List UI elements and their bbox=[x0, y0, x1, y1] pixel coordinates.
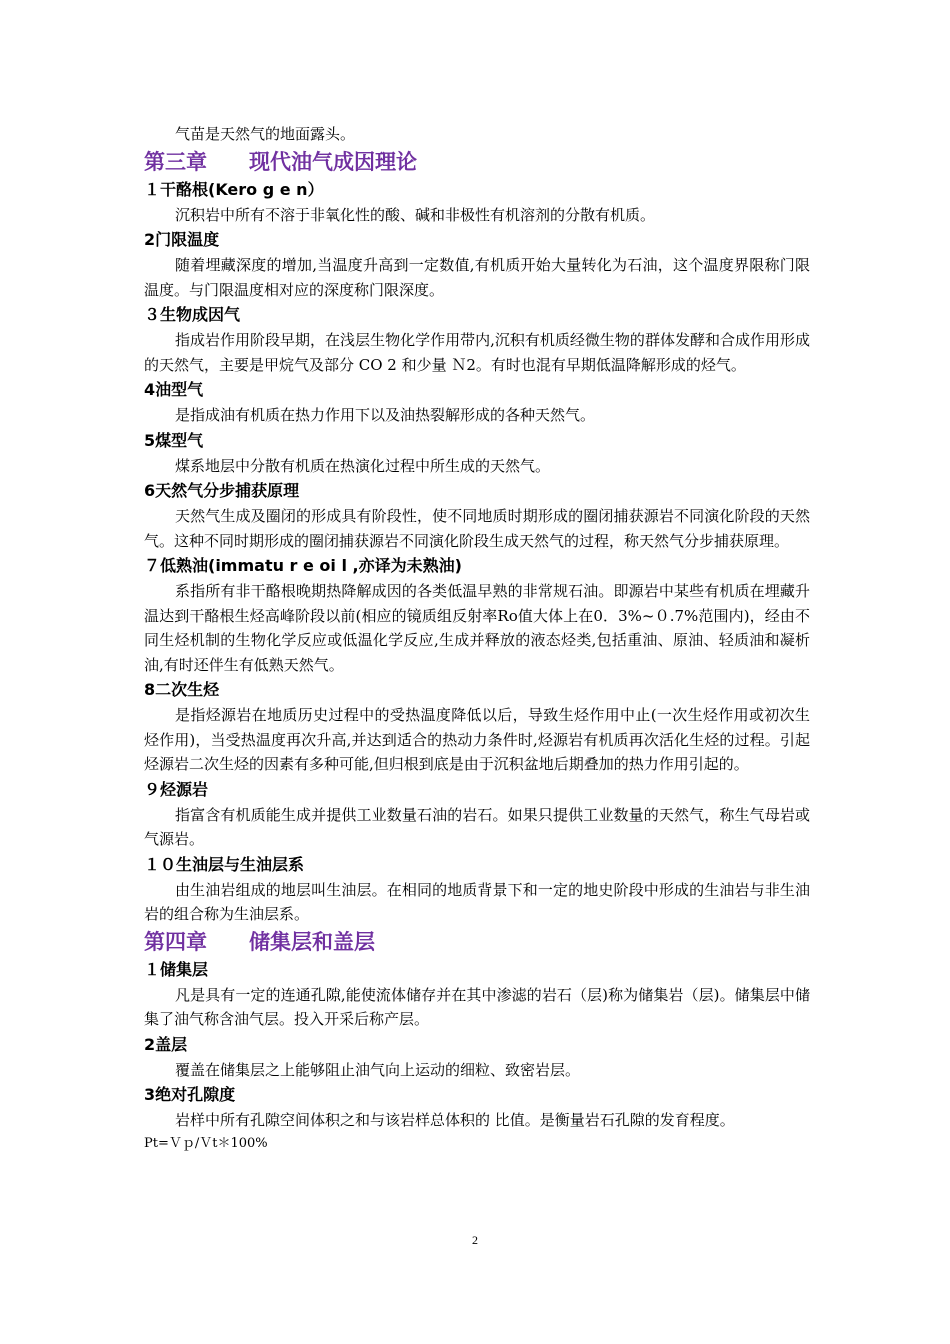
paragraph: 沉积岩中所有不溶于非氧化性的酸、碱和非极性有机溶剂的分散有机质。 bbox=[175, 205, 656, 224]
paragraph: 系指所有非干酪根晚期热降解成因的各类低温早熟的非常规石油。即源岩中某些有机质在埋藏升温达到干酪根生烃高峰阶段以前(相应的镜质组反射率Ro值大体上在0．3%~０.7%范围内)，经由不同生烃机制的生物化学反应或低温化学反应,生成并释放的液态烃类,包括重油、原油、轻质油和凝析油,有时还伴生有低熟天然气。 bbox=[144, 582, 810, 674]
term-heading: 5煤型气 bbox=[144, 430, 204, 450]
term-heading: 6天然气分步捕获原理 bbox=[144, 481, 300, 500]
paragraph: 随着埋藏深度的增加,当温度升高到一定数值,有机质开始大量转化为石油，这个温度界限称门限温度。与门限温度相对应的深度称门限深度。 bbox=[144, 256, 810, 299]
term-heading: ７低熟油(immatu r e oi l ,亦译为未熟油) bbox=[144, 556, 462, 575]
paragraph: 是指烃源岩在地质历史过程中的受热温度降低以后，导致生烃作用中止(一次生烃作用或初次生烃作用)，当受热温度再次升高,并达到适合的热动力条件时,烃源岩有机质再次活化生烃的过程。引起烃源岩二次生烃的因素有多种可能,但归根到底是由于沉积盆地后期叠加的热力作用引起的。 bbox=[144, 706, 810, 773]
term-heading: ３生物成因气 bbox=[144, 305, 241, 324]
paragraph: 天然气生成及圈闭的形成具有阶段性，使不同地质时期形成的圈闭捕获源岩不同演化阶段的天然气。这种不同时期形成的圈闭捕获源岩不同演化阶段生成天然气的过程，称天然气分步捕获原理。 bbox=[144, 507, 810, 550]
formula: Pt=Ｖｐ/Ｖt＊100% bbox=[144, 1135, 268, 1151]
chapter-heading: 第三章 现代油气成因理论 bbox=[144, 149, 417, 174]
paragraph: 凡是具有一定的连通孔隙,能使流体储存并在其中渗滤的岩石（层)称为储集岩（层)。储集层中储集了油气称含油气层。投入开采后称产层。 bbox=[144, 985, 810, 1028]
term-heading: 4油型气 bbox=[144, 380, 204, 399]
term-heading: １储集层 bbox=[144, 959, 209, 979]
chapter-heading: 第四章 储集层和盖层 bbox=[144, 929, 375, 954]
paragraph: 煤系地层中分散有机质在热演化过程中所生成的天然气。 bbox=[175, 456, 551, 475]
page-content bbox=[144, 122, 810, 1155]
paragraph: 指富含有机质能生成并提供工业数量石油的岩石。如果只提供工业数量的天然气，称生气母岩或气源岩。 bbox=[144, 805, 810, 848]
term-heading: 2门限温度 bbox=[144, 230, 220, 249]
paragraph: 气苗是天然气的地面露头。 bbox=[175, 125, 356, 143]
term-heading: １０生油层与生油层系 bbox=[144, 854, 305, 874]
term-heading: 8二次生烃 bbox=[144, 680, 220, 699]
term-heading: ９烃源岩 bbox=[144, 779, 209, 799]
paragraph: 指成岩作用阶段早期，在浅层生物化学作用带内,沉积有机质经微生物的群体发酵和合成作用形成的天然气，主要是甲烷气及部分 CO 2 和少量 Ｎ2。有时也混有早期低温降解形成的烃气。 bbox=[144, 331, 810, 374]
term-heading: 3绝对孔隙度 bbox=[144, 1085, 236, 1104]
paragraph: 岩样中所有孔隙空间体积之和与该岩样总体积的 比值。是衡量岩石孔隙的发育程度。 bbox=[175, 1111, 735, 1129]
page-number: 2 bbox=[472, 1233, 478, 1247]
term-heading: １干酪根(Kero g e n） bbox=[144, 179, 324, 199]
paragraph: 由生油岩组成的地层叫生油层。在相同的地质背景下和一定的地史阶段中形成的生油岩与非生油岩的组合称为生油层系。 bbox=[144, 880, 810, 923]
paragraph: 是指成油有机质在热力作用下以及油热裂解形成的各种天然气。 bbox=[175, 406, 596, 424]
paragraph: 覆盖在储集层之上能够阻止油气向上运动的细粒、致密岩层。 bbox=[175, 1060, 581, 1079]
term-heading: 2盖层 bbox=[144, 1034, 188, 1054]
